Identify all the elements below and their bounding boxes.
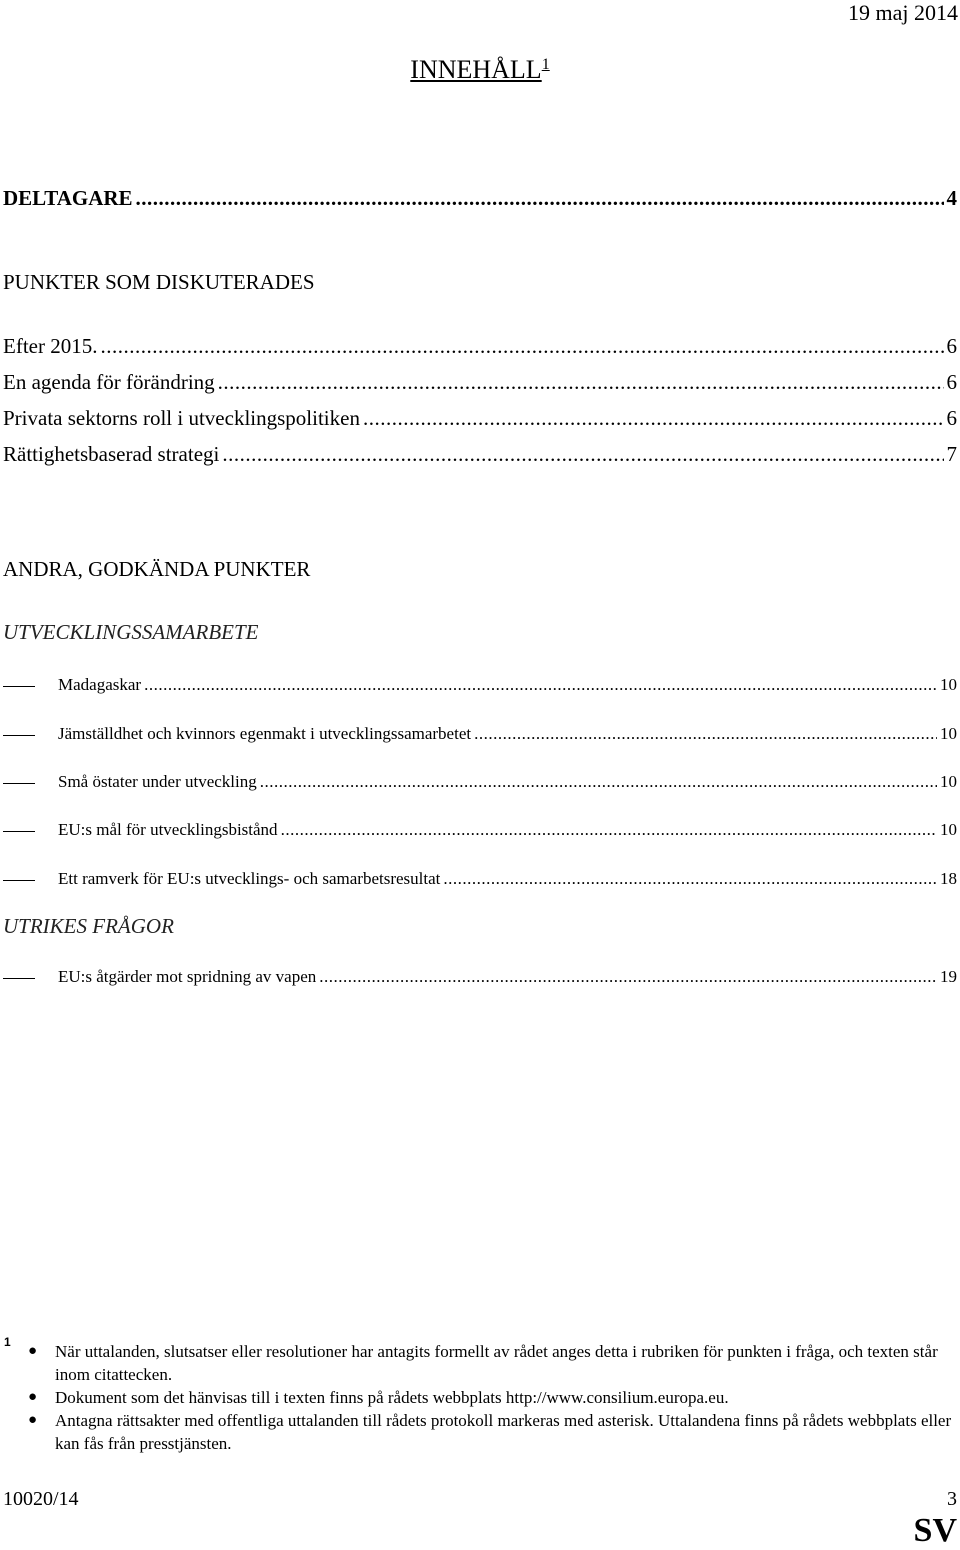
toc-label: Rättighetsbaserad strategi xyxy=(3,442,220,466)
toc-entry[interactable] xyxy=(58,724,957,744)
toc-page-number: 6 xyxy=(946,406,957,430)
dash-marker xyxy=(3,978,35,979)
footnote-list xyxy=(28,1340,960,1455)
section-heading-punkter: PUNKTER SOM DISKUTERADES xyxy=(3,270,315,294)
toc-page-number: 19 xyxy=(940,967,957,986)
footnote-item xyxy=(28,1409,960,1455)
document-number: 10020/14 xyxy=(3,1488,79,1510)
toc-label: Efter 2015. xyxy=(3,334,98,358)
toc-label: DELTAGARE xyxy=(3,186,133,210)
toc-entry[interactable] xyxy=(3,406,957,431)
toc-label: Madagaskar xyxy=(58,675,142,694)
dot-leader xyxy=(260,772,937,792)
toc-entry[interactable] xyxy=(58,869,957,889)
toc-label: En agenda för förändring xyxy=(3,370,215,394)
dash-marker xyxy=(3,735,35,736)
dash-marker xyxy=(3,686,35,687)
toc-label: Små östater under utveckling xyxy=(58,772,257,791)
toc-page-number: 10 xyxy=(940,772,957,791)
toc-entry[interactable] xyxy=(58,772,957,792)
dot-leader xyxy=(136,186,944,211)
toc-page-number: 7 xyxy=(946,442,957,466)
toc-entry[interactable] xyxy=(3,370,957,395)
toc-label: EU:s mål för utvecklingsbistånd xyxy=(58,820,278,839)
bullet-icon: ● xyxy=(28,1343,38,1359)
toc-entry[interactable] xyxy=(3,442,957,467)
title-text: INNEHÅLL xyxy=(410,55,542,84)
toc-page-number: 10 xyxy=(940,820,957,839)
bullet-icon: ● xyxy=(28,1412,38,1428)
dot-leader xyxy=(222,442,943,467)
footnote-text: Dokument som det hänvisas till i texten finns på rådets webbplats http://www.consilium.europa.eu. xyxy=(55,1388,729,1407)
toc-label: Jämställdhet och kvinnors egenmakt i utvecklingssamarbetet xyxy=(58,724,472,743)
toc-entry-deltagare[interactable] xyxy=(3,186,957,211)
document-date: 19 maj 2014 xyxy=(848,0,958,25)
dash-marker xyxy=(3,831,35,832)
toc-page-number: 10 xyxy=(940,724,957,743)
toc-entry[interactable] xyxy=(58,967,957,987)
toc-page-number: 10 xyxy=(940,675,957,694)
toc-page-number: 6 xyxy=(946,370,957,394)
dot-leader xyxy=(281,820,937,840)
footnote-item xyxy=(28,1386,960,1409)
footnote-text: Antagna rättsakter med offentliga uttalanden till rådets protokoll markeras med asterisk. Uttalandena finns på rådets webbplats eller kan fås från presstjänsten. xyxy=(55,1411,952,1453)
toc-page-number: 18 xyxy=(940,869,957,888)
toc-label: Privata sektorns roll i utvecklingspolitiken xyxy=(3,406,360,430)
page-number: 3 xyxy=(947,1488,957,1510)
toc-entry[interactable] xyxy=(58,675,957,695)
section-heading-andra: ANDRA, GODKÄNDA PUNKTER xyxy=(3,557,311,581)
dot-leader xyxy=(363,406,944,431)
toc-entry[interactable] xyxy=(58,820,957,840)
toc-entry[interactable] xyxy=(3,334,957,359)
dot-leader xyxy=(144,675,937,695)
dash-marker xyxy=(3,880,35,881)
footnote-mark: 1 xyxy=(4,1335,11,1349)
toc-label: EU:s åtgärder mot spridning av vapen xyxy=(58,967,317,986)
toc-page-number: 4 xyxy=(946,186,957,210)
dash-marker xyxy=(3,783,35,784)
dot-leader xyxy=(218,370,944,395)
subsection-heading-utveckling: UTVECKLINGSSAMARBETE xyxy=(3,620,259,644)
bullet-icon: ● xyxy=(28,1389,38,1405)
toc-label: Ett ramverk för EU:s utvecklings- och samarbetsresultat xyxy=(58,869,441,888)
toc-page-number: 6 xyxy=(946,334,957,358)
dot-leader xyxy=(319,967,937,987)
language-code: SV xyxy=(913,1512,957,1549)
dot-leader xyxy=(474,724,937,744)
page-title xyxy=(0,48,960,87)
footnote-item xyxy=(28,1340,960,1386)
footnote-text: När uttalanden, slutsatser eller resolutioner har antagits formellt av rådet anges detta i rubriken för punkten i fråga, och texten står inom citattecken. xyxy=(55,1342,938,1384)
subsection-heading-utrikes: UTRIKES FRÅGOR xyxy=(3,914,174,938)
dot-leader xyxy=(100,334,943,359)
title-footnote-ref[interactable]: 1 xyxy=(541,56,550,73)
dot-leader xyxy=(443,869,937,889)
